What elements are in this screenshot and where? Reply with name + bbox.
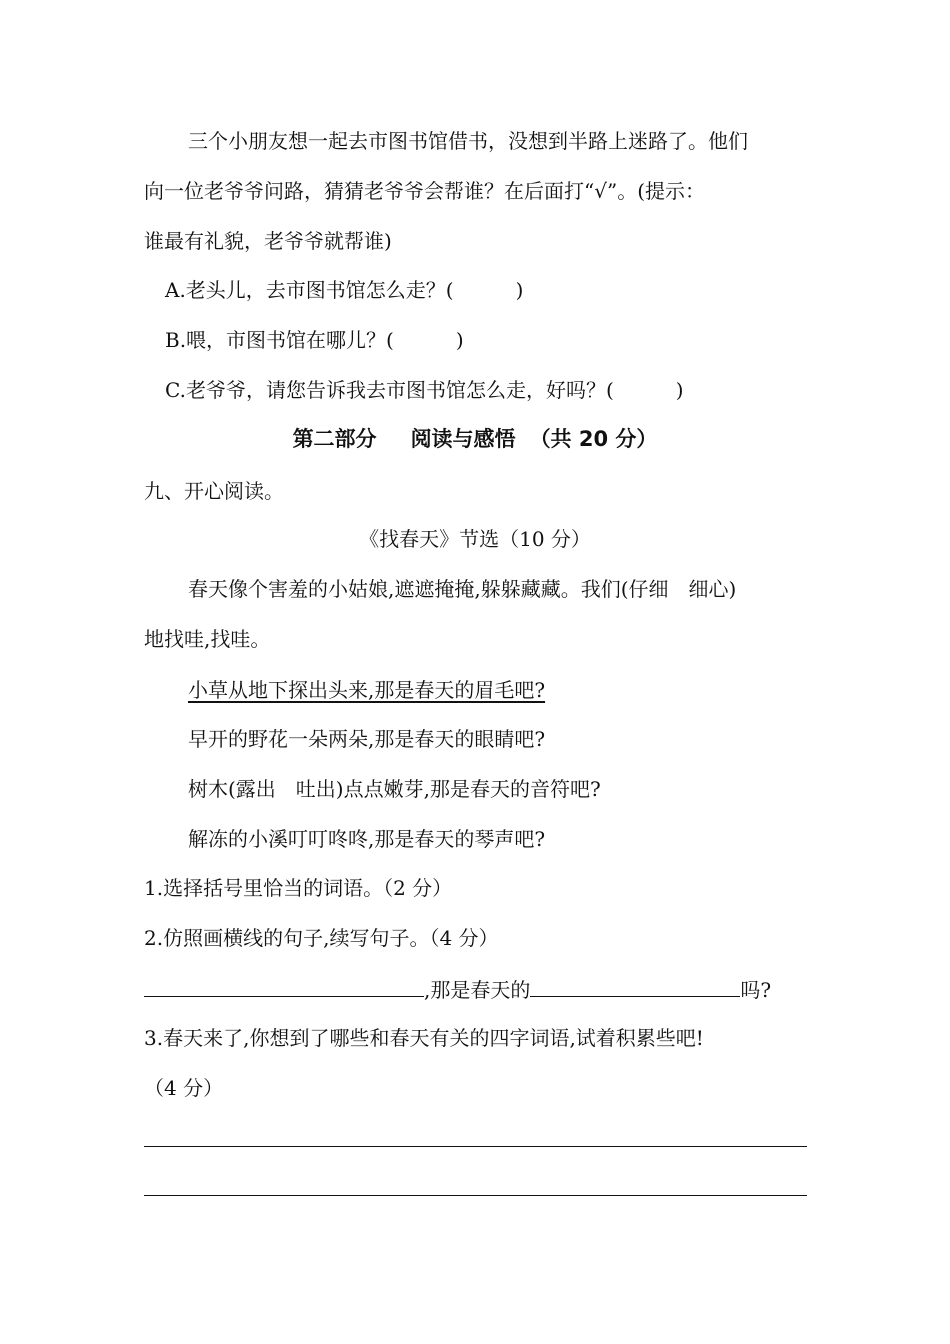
option-c <box>165 376 684 404</box>
passage-line-2: 地找哇,找哇。 <box>144 627 271 651</box>
sub-question-3: 3.春天来了,你想到了哪些和春天有关的四字词语,试着积累些吧! <box>144 1026 704 1050</box>
question-9-label: 九、开心阅读。 <box>144 479 284 503</box>
option-b <box>165 326 464 354</box>
option-a <box>165 276 523 304</box>
option-c-text: C.老爷爷，请您告诉我去市图书馆怎么走，好吗？( <box>165 378 614 402</box>
option-a-text: A.老头儿，去市图书馆怎么走？( <box>165 278 454 302</box>
section-title: 阅读与感悟 <box>410 427 516 451</box>
section-heading <box>0 424 950 454</box>
passage-line-4: 早开的野花一朵两朵,那是春天的眼睛吧? <box>188 727 546 751</box>
intro-line-1: 三个小朋友想一起去市图书馆借书，没想到半路上迷路了。他们 <box>188 129 748 153</box>
sub-question-3-score: （4 分） <box>144 1076 224 1100</box>
section-part: 第二部分 <box>292 427 377 451</box>
answer-line-2[interactable] <box>144 1195 807 1196</box>
fill-in-end: 吗? <box>740 978 772 1002</box>
passage-line-5: 树木(露出 吐出)点点嫩芽,那是春天的音符吧? <box>188 777 601 801</box>
fill-in-middle: ,那是春天的 <box>424 978 531 1002</box>
section-score: （共 20 分） <box>529 427 658 451</box>
fill-in-sentence <box>144 974 771 1004</box>
answer-blank-2[interactable] <box>530 974 740 997</box>
passage-line-1: 春天像个害羞的小姑娘,遮遮掩掩,躲躲藏藏。我们(仔细 细心) <box>188 577 737 601</box>
passage-title: 《找春天》节选（10 分） <box>359 527 591 551</box>
passage-line-6: 解冻的小溪叮叮咚咚,那是春天的琴声吧? <box>188 827 546 851</box>
sub-question-1: 1.选择括号里恰当的词语。（2 分） <box>144 876 453 900</box>
option-b-close: ) <box>455 328 464 352</box>
option-a-close: ) <box>515 278 524 302</box>
option-b-text: B.喂，市图书馆在哪儿？( <box>165 328 394 352</box>
sub-question-2: 2.仿照画横线的句子,续写句子。（4 分） <box>144 926 499 950</box>
option-c-close: ) <box>675 378 684 402</box>
passage-underlined-sentence: 小草从地下探出头来,那是春天的眉毛吧? <box>188 678 546 702</box>
intro-line-2: 向一位老爷爷问路，猜猜老爷爷会帮谁？在后面打“√”。(提示： <box>144 179 705 203</box>
answer-blank-1[interactable] <box>144 974 424 997</box>
answer-line-1[interactable] <box>144 1146 807 1147</box>
intro-line-3: 谁最有礼貌，老爷爷就帮谁) <box>144 229 392 253</box>
